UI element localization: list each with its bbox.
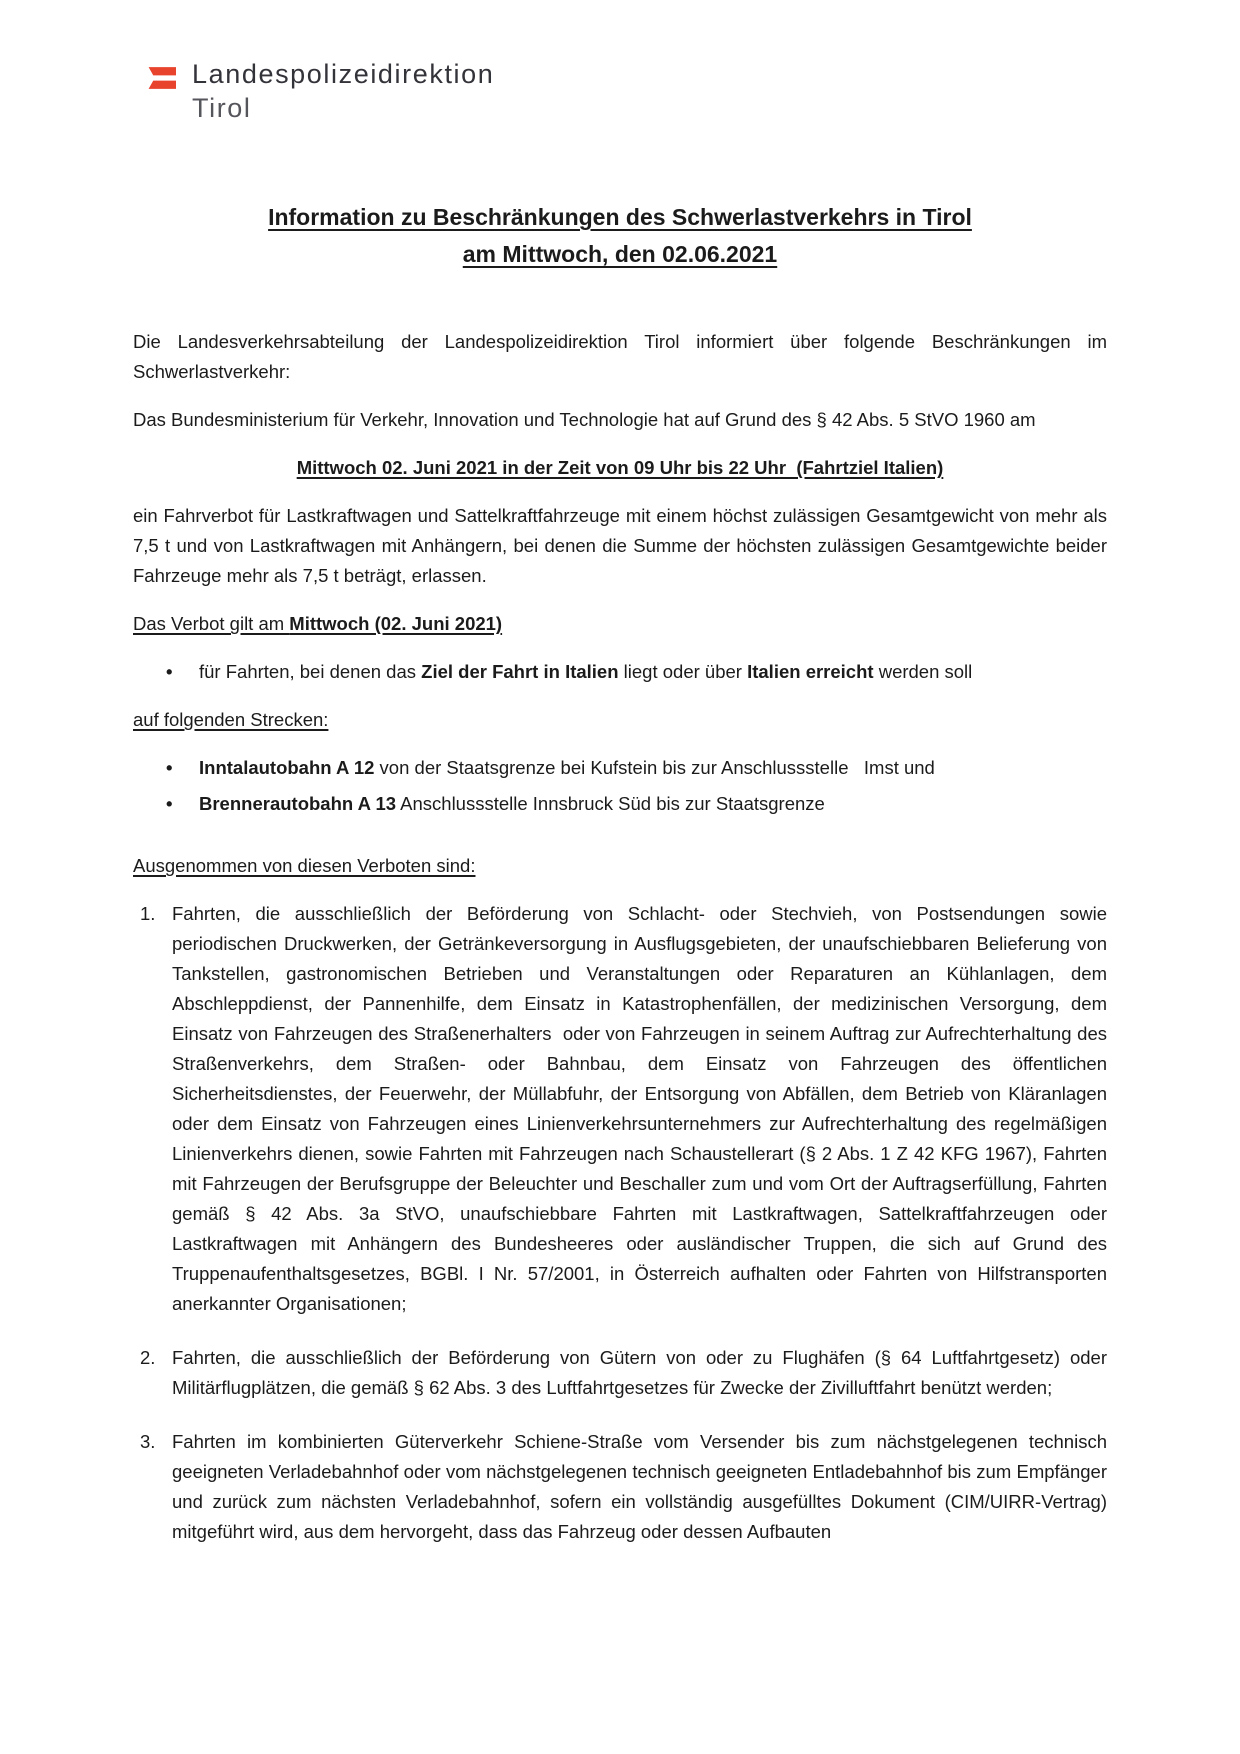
logo (146, 58, 1240, 125)
exception-item-3 (133, 1427, 1107, 1547)
ban-description: ein Fahrverbot für Lastkraftwagen und Sattelkraftfahrzeuge mit einem höchst zulässigen Gesamtgewicht von mehr als 7,5 t und von Lastkraftwagen mit Anhängern, bei denen die Summe der höchsten zulässigen Gesamtgewichte beider Fahrzeuge mehr als 7,5 t beträgt, erlassen. (133, 505, 1107, 587)
ban-period-heading: Mittwoch 02. Juni 2021 in der Zeit von 09 Uhr bis 22 Uhr (Fahrtziel Italien) (296, 457, 944, 479)
logo-text (192, 58, 494, 125)
logo-org-name: Landespolizeidirektion (192, 59, 495, 89)
exception-item-text: Fahrten, die ausschließlich der Beförderung von Schlacht- oder Stechvieh, von Postsendungen sowie periodischen Druckwerken, der Getränkeversorgung in Ausflugsgebieten, der unaufschiebbaren Belieferung von Tankstellen, gastronomischen Betrieben und Veranstaltungen oder Reparaturen an Kühlanlagen, dem Abschleppdienst, der Pannenhilfe, dem Einsatz in Katastrophenfällen, der medizinischen Versorgung, dem Einsatz von Fahrzeugen des Straßenerhalters oder von Fahrzeugen in seinem Auftrag zur Aufrechterhaltung des Straßenverkehrs, dem Straßen- oder Bahnbau, dem Einsatz von Fahrzeugen des öffentlichen Sicherheitsdienstes, der Feuerwehr, der Müllabfuhr, der Entsorgung von Abfällen, dem Betrieb von Kläranlagen oder dem Einsatz von Fahrzeugen eines Linienverkehrsunternehmers zur Aufrechterhaltung des regelmäßigen Linienverkehrs dienen, sowie Fahrten mit Fahrzeugen nach Schaustellerart (§ 2 Abs. 1 Z 42 KFG 1967), Fahrten mit Fahrzeugen der Berufsgruppe der Beleuchter und Beschaller zum und vom Ort der Auftragserfüllung, Fahrten gemäß § 42 Abs. 3a StVO, unaufschiebbare Fahrten mit Lastkraftwagen, Sattelkraftfahrzeugen oder Lastkraftwagen mit Anhängern des Bundesheeres oder ausländischer Truppen, die sich auf Grund des Truppenaufenthaltsgesetzes, BGBl. I Nr. 57/2001, in Österreich aufhalten oder Fahrten von Hilfstransporten anerkannter Organisationen; (172, 903, 1107, 1315)
intro-paragraph: Die Landesverkehrsabteilung der Landespolizeidirektion Tirol informiert über folgende Beschränkungen im Schwerlastverkehr: (133, 331, 1107, 383)
route-item-a12: • Inntalautobahn A 12 von der Staatsgrenze bei Kufstein bis zur Anschlussstelle Imst und (133, 753, 1107, 783)
exception-item-2 (133, 1343, 1107, 1403)
route-item-a13: • Brennerautobahn A 13 Anschlussstelle Innsbruck Süd bis zur Staatsgrenze (133, 789, 1107, 819)
austria-flag-icon (146, 67, 176, 89)
routes-heading: auf folgenden Strecken: (133, 709, 329, 731)
exceptions-list (133, 899, 1107, 1547)
exception-item-1 (133, 899, 1107, 1319)
exceptions-heading: Ausgenommen von diesen Verboten sind: (133, 855, 476, 877)
title-line-1: Information zu Beschränkungen des Schwerlastverkehrs in Tirol (268, 203, 972, 230)
title-line-2: am Mittwoch, den 02.06.2021 (462, 241, 778, 268)
ban-validity-list (133, 657, 1107, 687)
exception-item-number: 2. (140, 1347, 156, 1369)
exception-item-text: Fahrten, die ausschließlich der Beförderung von Gütern von oder zu Flughäfen (§ 64 Luftfahrtgesetz) oder Militärflugplätzen, die gemäß § 62 Abs. 3 des Luftfahrtgesetzes für Zwecke der Zivilluftfahrt benützt werden; (172, 1347, 1107, 1399)
ban-validity-bullet: • für Fahrten, bei denen das Ziel der Fahrt in Italien liegt oder über Italien erreicht werden soll (133, 657, 1107, 687)
document-title (133, 199, 1107, 274)
exception-item-number: 1. (140, 903, 156, 925)
document-body (0, 199, 1240, 1548)
logo-region-name: Tirol (192, 93, 252, 124)
ban-validity-heading: Das Verbot gilt am Mittwoch (02. Juni 2021) (133, 613, 503, 635)
exception-item-number: 3. (140, 1431, 156, 1453)
ministry-paragraph: Das Bundesministerium für Verkehr, Innovation und Technologie hat auf Grund des § 42 Abs. 5 StVO 1960 am (133, 409, 1036, 431)
routes-list (133, 753, 1107, 819)
exception-item-text: Fahrten im kombinierten Güterverkehr Schiene-Straße vom Versender bis zum nächstgelegenen technisch geeigneten Verladebahnhof oder vom nächstgelegenen technisch geeigneten Entladebahnhof bis zum Empfänger und zurück zum nächsten Verladebahnhof, sofern ein vollständig ausgefülltes Dokument (CIM/UIRR-Vertrag) mitgeführt wird, aus dem hervorgeht, dass das Fahrzeug oder dessen Aufbauten (172, 1431, 1107, 1543)
